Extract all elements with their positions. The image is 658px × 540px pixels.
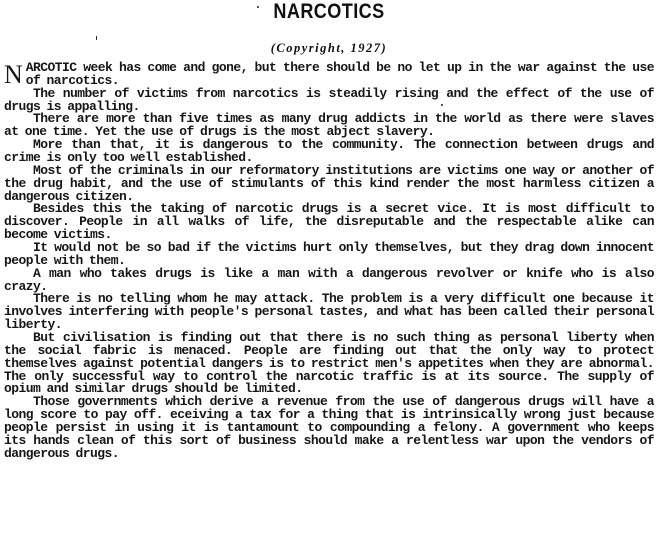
paragraph <box>4 62 654 88</box>
article-body <box>4 62 654 461</box>
paragraph: Those governments which derive a revenue from the use of dangerous drugs will have a long score to pay off. eceiving a tax for a thing that is intrinsically wrong just because people persist in using it is tantamount to compounding a felony. A government who keeps its hands clean of this sort of business should make a relentless war upon the vendors of dangerous drugs. <box>4 394 654 461</box>
copyright-line: (Copyright, 1927) <box>270 41 388 55</box>
paragraph: It would not be so bad if the victims hurt only themselves, but they drag down innocent people with them. <box>4 240 654 268</box>
paragraph: But civilisation is finding out that there is no such thing as personal liberty when the social fabric is menaced. People are finding out that the only way to protect themselves against potential dangers is to restrict men's appetites when they are abnormal. The only successful way to control the narcotic traffic is at its source. The supply of opium and similar drugs should be limited. <box>4 330 654 397</box>
headline: NARCOTICS <box>273 0 385 23</box>
paragraph: There is no telling whom he may attack. The problem is a very difficult one because it involves interfering with people's personal tastes, and what has been called their personal liberty. <box>4 291 654 333</box>
paragraph: A man who takes drugs is like a man with a dangerous revolver or knife who is also crazy. <box>4 265 654 294</box>
paragraph: The number of victims from narcotics is steadily rising and the effect of the use of drugs is appalling. <box>4 85 654 114</box>
paragraph: More than that, it is dangerous to the community. The connection between drugs and crime is only too well established. <box>4 137 654 166</box>
paragraph: Besides this the taking of narcotic drugs is a secret vice. It is most difficult to discover. People in all walks of life, the disreputable and the respectable alike can become victims. <box>4 201 654 243</box>
drop-cap: N <box>4 60 23 89</box>
paragraph: Most of the criminals in our reformatory institutions are victims one way or another of the drug habit, and the use of stimulants of this kind render the most harmless citizen a dangerous citizen. <box>4 162 654 204</box>
paragraph-text: ARCOTIC week has come and gone, but there should be no let up in the war against the use of narcotics. <box>25 60 654 88</box>
paragraph: There are more than five times as many drug addicts in the world as there were slaves at one time. Yet the use of drugs is the most abject slavery. <box>4 111 654 140</box>
